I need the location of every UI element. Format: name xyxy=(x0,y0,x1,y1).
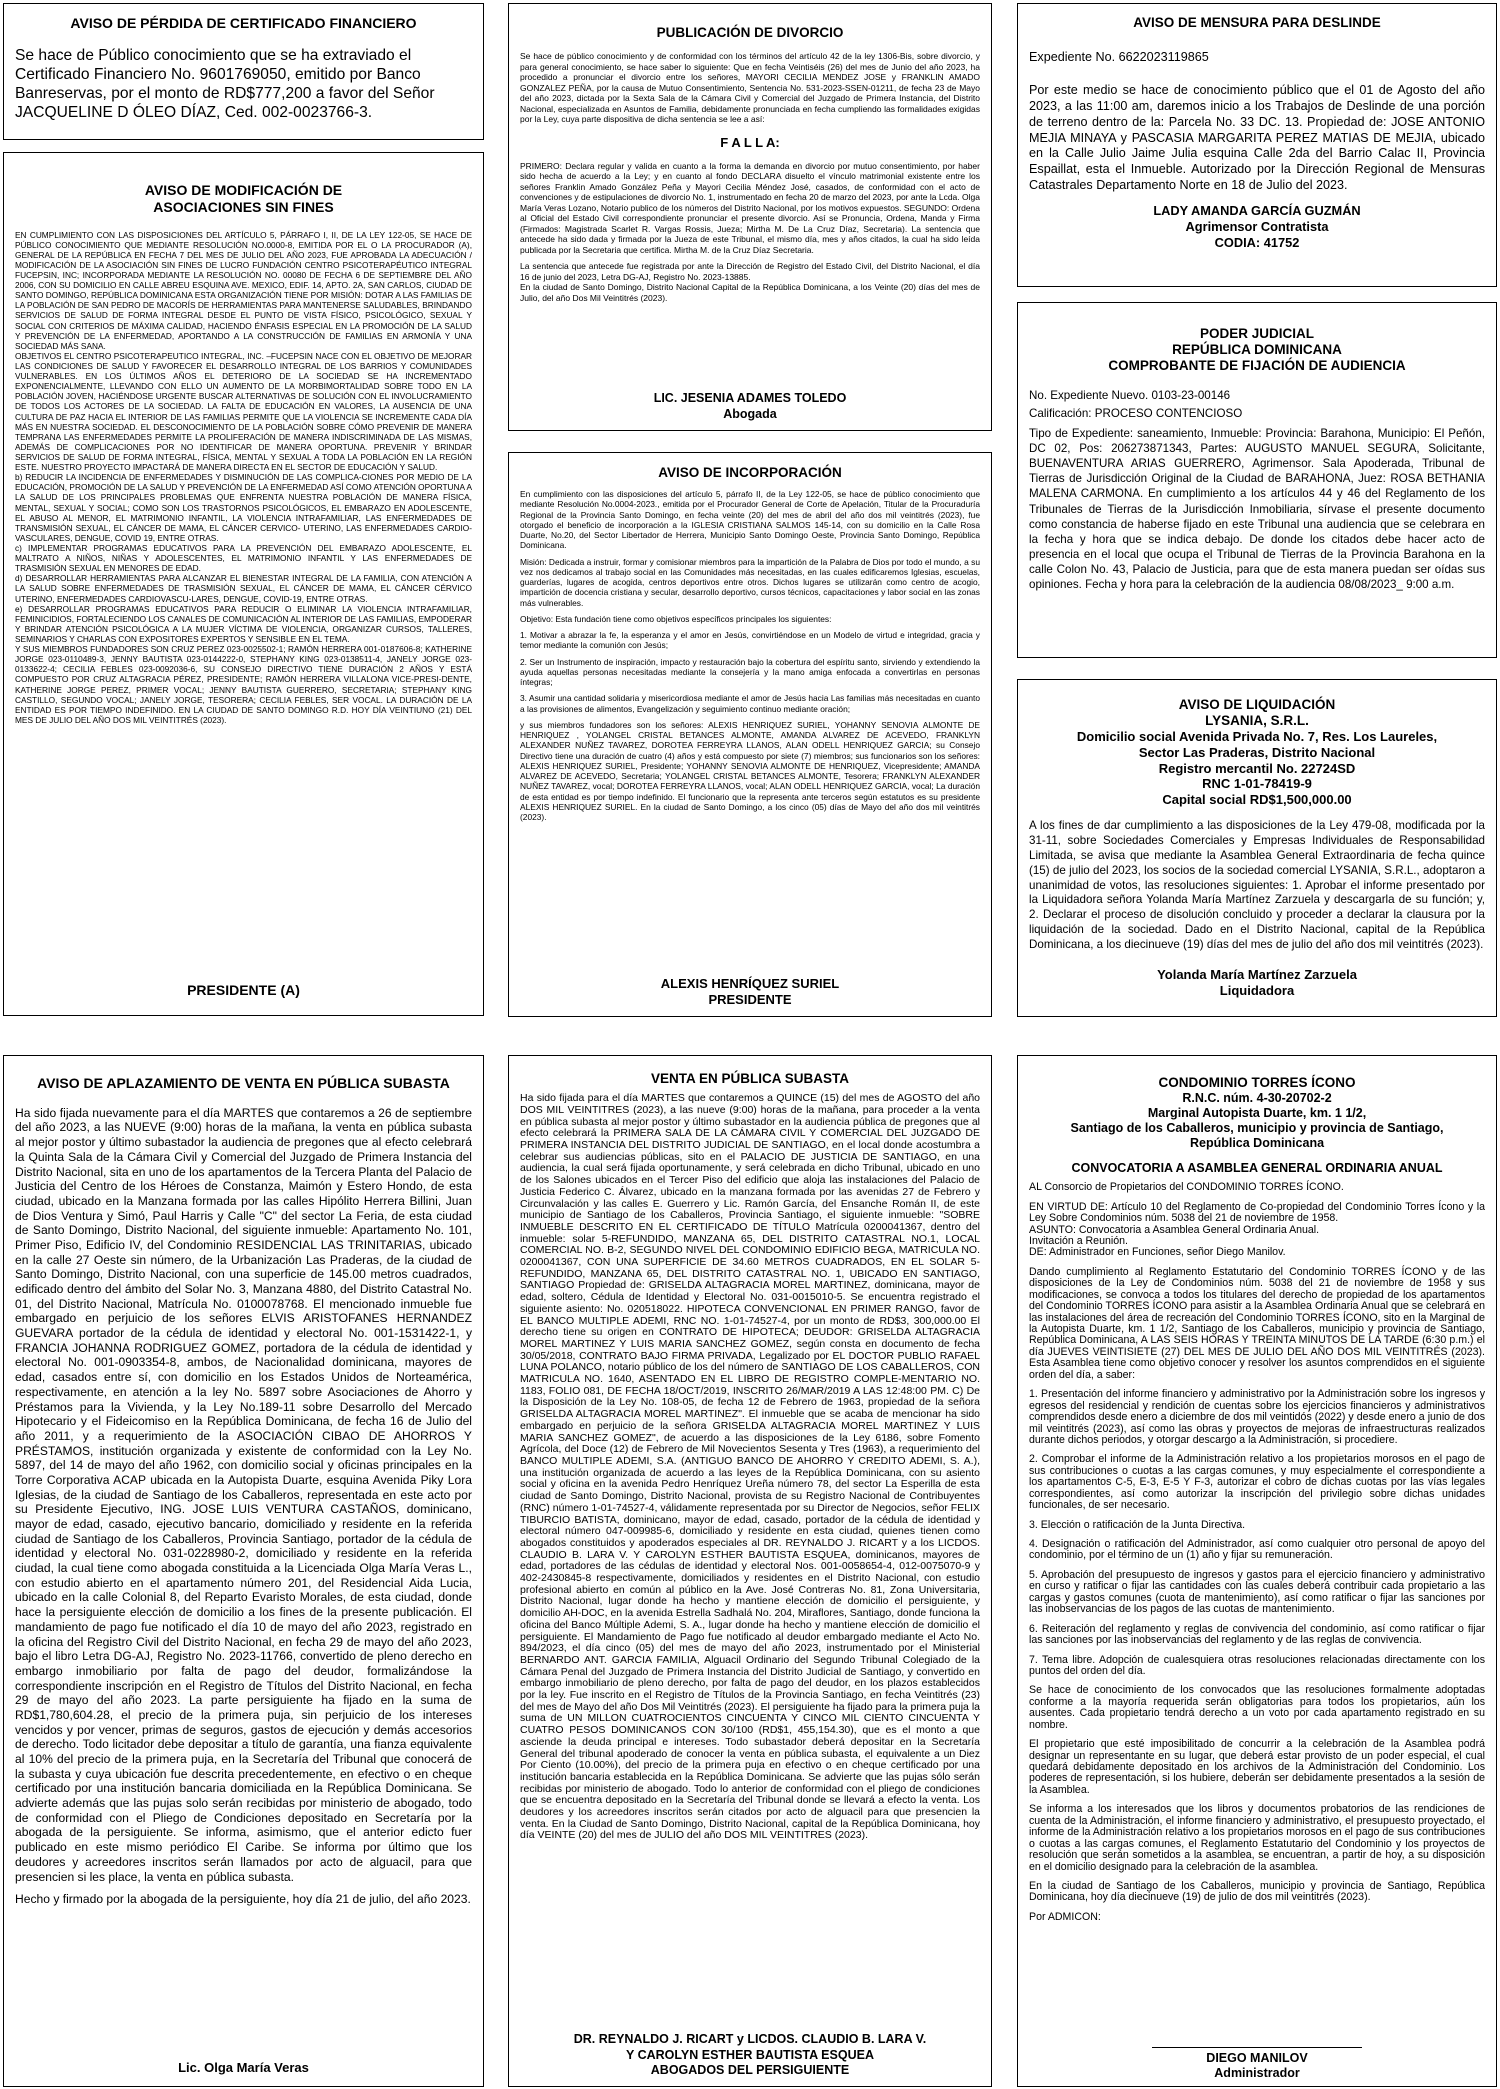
divorcio-falla: F A L L A: xyxy=(720,134,780,150)
incorporacion-paragraph-2: Misión: Dedicada a instruir, formar y comisionar miembros para la impartición de la Palabra de Dios por todo el mundo, a su vez nos dedicamos al trabajo social en las Comunidades más necesitadas, en las cuales edificaremos Iglesias, escuelas, guarderías, lugares de acogida, centros deportivos entre otros. Dichos lugares se utilizarán como centro de acogio, impartición de docencia cristiana y secular, desarrollo deportivo, cursos técnicos, capacitaciones y labor social en las zonas más vulnerables. xyxy=(520,556,980,608)
aplazamiento-closing: Hecho y firmado por la abogada de la persiguiente, hoy día 21 de julio, del año 2023. xyxy=(15,1892,471,1907)
condominio-details: R.N.C. núm. 4-30-20702-2 Marginal Autopista Duarte, km. 1 1/2, Santiago de los Caballeros, municipio y provincia de Santiago, República Dominicana xyxy=(1070,1091,1444,1151)
liquidacion-body: A los fines de dar cumplimiento a las disposiciones de la Ley 479-08, modificada por la 31-11, sobre Sociedades Comerciales y Empresas Individuales de Responsabilidad Limitada, se avisa que mediante la Asamblea General Extraordinaria de fecha quince (15) de julio del 2023, los socios de la sociedad comercial LYSANIA, S.R.L., adoptaron a unanimidad de votos, las resoluciones siguientes: 1. Aprobar el informe presentado por la Liquidadora señora Yolanda María Martínez Zarzuela y descargarla de su función; y, 2. Declarar el proceso de disolución concluido y proceder a declarar la clausura por la liquidación de la sociedad. Dado en el Distrito Nacional, capital de la República Dominicana, a los diecinueve (19) días del mes de julio del año dos mil veintitrés (2023). xyxy=(1029,819,1485,951)
venta-body: Ha sido fijada para el día MARTES que contaremos a QUINCE (15) del mes de AGOSTO del año DOS MIL VEINTITRES (2023), a las nueve (9:00) horas de la mañana, para proceder a la venta en pública subasta al mejor postor y último subastador en la audiencia pública de pregones que al efecto celebrará la PRIMERA SALA DE LA CÁMARA CIVIL Y COMERCIAL DEL JUZGADO DE PRIMERA INSTANCIA DEL DISTRITO JUDICIAL DE SANTIAGO, en el local donde acostumbra a celebrar sus audiencias públicas, sito en el PALACIO DE JUSTICIA DE SANTIAGO, en una audiencia, la cual será fijada oportunamente, y será celebrada en dicho Tribunal, ubicado en uno de los Salones ubicados en el Tercer Piso del edificio que aloja las instalaciones del Palacio de Justicia Federico C. Álvarez, ubicado en la manzana formada por las avenidas 27 de Febrero y Circunvalación y las calles E. Guerrero y Lic. Ramón García, del Ensanche Román II, de este municipio de Santiago de los Caballeros, Provincia Santiago, el siguiente inmueble: "SOBRE INMUEBLE DESCRITO EN EL CERTIFICADO DE TÍTULO Matrícula 0200041367, dentro del inmueble: solar 5-REFUNDIDO, MANZANA 65, DEL DISTRITO CATASTRAL NO.1, LOCAL COMERCIAL NO. B-2, SEGUNDO NIVEL DEL CONDOMINIO EDIFICIO BEGA, MATRICULA NO. 0200041367, CON UNA SUPERFICIE DE 34.60 METROS CUADRADOS, EN EL SOLAR 5-REFUNDIDO, MANZANA 65, DEL DISTRITO CATASTRAL NO. 1, UBICADO EN SANTIAGO, SANTIAGO Propiedad de: GRISELDA ALTAGRACIA MOREL MARTINEZ, dominicana, mayor de edad, soltero, Cédula de Identidad y Electoral No. 031-0015010-5. Se encuentra registrado el siguiente asiento: No. 020518022. HIPOTECA CONVENCIONAL EN PRIMER RANGO, favor de EL BANCO MULTIPLE ADEMI, RNC NO. 1-01-74527-4, por un monto de RD$3, 300,000.00 El derecho tiene su origen en CONTRATO DE HIPOTECA; DEUDOR: GRISELDA ALTAGRACIA MOREL MARTINEZ Y LUIS MARIA SANCHEZ GOMEZ, según consta en documento de fecha 30/05/2018, CONTRATO BAJO FIRMA PRIVADA, Legalizado por EL DOCTOR PUBLIO RAFAEL LUNA POLANCO, notario público de los del número de SANTIAGO DE LOS CABALLEROS, CON MATRICULA NO. 1640, ASENTADO EN EL LIBRO DE REGISTRO COMPLE-MENTARIO NO. 1183, FOLIO 081, DE FECHA 18/OCT/2019, INSCRITO 26/MAR/2019 A LAS 12:48:00 PM. C) De la Disposición de la Ley No. 108-05, de fecha 12 de Febrero de 1963, propiedad de la señora GRISELDA ALTAGRACIA MOREL MARTINEZ". El inmueble que se acaba de mencionar ha sido embargado en perjuicio de la señora GRISELDA ALTAGRACIA MOREL MARTINEZ Y LUIS MARIA SANCHEZ GOMEZ", de acuerdo a las disposiciones de la Ley 6186, sobre Fomento Agrícola, del Doce (12) de Febrero de Mil Novecientos Sesenta y Tres (1963), a requerimiento del BANCO MULTIPLE ADEMI, S.A. (ANTIGUO BANCO DE AHORRO Y CREDITO ADEMI, S. A.), una institución organizada de acuerdo a las leyes de la República Dominicana, con su asiento social y oficina en la avenida Pedro Henríquez Ureña número 78, del sector La Esperilla de esta ciudad de Santo Domingo, Distrito Nacional, provista de su Registro Nacional de Contribuyentes (RNC) número 1-01-74527-4, válidamente representada por su Director de Negocios, señor FELIX TIBURCIO BATISTA, dominicano, mayor de edad, casado, portador de la cédula de identidad y electoral número 047-009985-6, domiciliado y residente en esta ciudad, quienes tienen como abogados constituidos y apoderados especiales al DR. REYNALDO J. RICART y a los LICDOS. CLAUDIO B. LARA V. Y CAROLYN ESTHER BAUTISTA ESQUEA, dominicanos, mayores de edad, portadores de las cédulas de identidad y electoral Nos. 001-0058654-4, 012-0075070-9 y 402-2430845-8 respectivamente, domiciliados y residentes en el Distrito Nacional, con estudio profesional abierto en común al público en la Ave. José Contreras No. 81, Zona Universitaria, Distrito Nacional, lugar donde ha hecho y mantiene elección de domicilio el persiguiente, y domicilio AH-DOC, en la avenida Estrella Sadhalá No. 204, Miraflores, Santiago, donde funciona la oficina del Banco Múltiple Ademi, S. A., lugar donde ha hecho y mantiene elección de domicilio el persiguiente. El Mandamiento de Pago fue notificado al deudor embargado mediante el Acto No. 894/2023, el día cinco (05) del mes de mayo del año 2023, instrumentado por el Ministerial BERNARDO ANT. GARCIA FAMILIA, Alguacil Ordinario del Segundo Tribunal Colegiado de la Cámara Penal del Juzgado de Primera Instancia del Distrito Judicial de Santiago, y convertido en embargo inmobiliario de pleno derecho, por falta de pago del deudor, en los plazos establecidos por la ley. Fue inscrito en el Registro de Títulos de la Provincia Santiago, en fecha Veintitrés (23) del mes de Mayo del año Dos Mil Veintitrés (2023). El persiguiente ha fijado para la primera puja la suma de UN MILLON CUATROCIENTOS CINCUENTA Y CINCO MIL CIENTO CINCUENTA Y CUATRO PESOS DOMINICANOS CON 30/100 (RD$1, 455,154.30), que es el monto a que asciende la deuda principal e intereses. Todo subastador deberá depositar en la Secretaría General del tribunal apoderado de conocer la venta en pública subasta, el equivalente a un Diez Por Ciento (10.00%), del precio de la primera puja en efectivo o en cheque certificado por una institución bancaria establecida en la República Dominicana. Se advierte que las pujas sólo serán recibidas por ministerio de abogado. Todo lo anterior de conformidad con el pliego de condiciones que se encuentra depositado en la Secretaría del Tribunal donde se llevará a efecto la venta. Los deudores y los acreedores inscritos serán citados por acto de alguacil para que presencien la venta. En la Ciudad de Santo Domingo, Distrito Nacional, capital de la República Dominicana, hoy día VEINTE (20) del mes de JULIO del año DOS MIL VEINTITRES (2023). xyxy=(520,1092,980,1842)
condominio-paragraph-5: 4. Designación o ratificación del Administrador, así como cualquier otro personal de apoyo del condominio, por el término de un (1) año y fijar su remuneración. xyxy=(1029,1538,1485,1562)
divorcio-primero: PRIMERO: Declara regular y valida en cuanto a la forma la demanda en divorcio por mutuo consentimiento, por haber sido hecha de acuerdo a la Ley; y en cuanto al fondo DECLARA disuelto el vínculo matrimonial existente entre los señores Franklin Amado González Peña y Mayori Cecilia Méndez José, casados, de conformidad con el acto de convenciones y de estipulaciones de divorcio No. 1, instrumentado en fecha 20 de marzo del 2023, por ante la Lcda. Olga María Veras Lozano, Notario publico de los números del Distrito Nacional, por los motivos expuestos. SEGUNDO: Ordena al Oficial del Estado Civil correspondiente pronunciar el presente divorcio. Así se Pronuncia, Ordena, Manda y Firma (Firmados: Magistrada Scarlet R. Vargas Rossis, Jueza; Mirtha M. De La Cruz Díaz, Secretaria). La sentencia que antecede ha sido dada y firmada por la Jueza de este Tribunal, el mismo día, mes y años citados, la cual ha sido leída publicada por la Secretaria que certifica. Mirtha M. de la Cruz Díaz Secretaria. xyxy=(520,160,980,255)
modificacion-paragraph-6: e) DESARROLLAR PROGRAMAS EDUCATIVOS PARA REDUCIR O ELIMINAR LA VIOLENCIA INTRAFAMILIAR, FEMINICIDIOS, FORTALECIENDO LOS CANALES DE COMUNICACIÓN AL INTERIOR DE LAS FAMILIAS, EMPODERAR Y BRINDAR ATENCIÓN PSICOLÓGICA A LA MUJER VÍCTIMA DE VIOLENCIA, ORGANIZAR CURSOS, TALLERES, SEMINARIOS Y CHARLAS CON EXPOSITORES EXPERTOS Y SENSIBLE EN EL TEMA. xyxy=(15,603,472,644)
mensura-expediente: Expediente No. 6622023119865 xyxy=(1029,50,1209,65)
perdida-title: AVISO DE PÉRDIDA DE CERTIFICADO FINANCIERO xyxy=(70,15,417,31)
divorcio-signature-name: LIC. JESENIA ADAMES TOLEDO xyxy=(653,390,847,405)
condominio-to: AL Consorcio de Propietarios del CONDOMINIO TORRES ÍCONO. xyxy=(1029,1181,1344,1194)
aplazamiento-body: Ha sido fijada nuevamente para el día MARTES que contaremos a 26 de septiembre del año 2023, a las NUEVE (9:00) horas de la mañana, la venta en pública subasta al mejor postor y último subastador la audiencia de pregones que al efecto celebrará la Quinta Sala de la Cámara Civil y Comercial del Juzgado de Primera Instancia del Distrito Nacional, sita en uno de los apartamentos de la Tercera Planta del Palacio de Justicia del Centro de los Héroes de Constanza, Maimón y Estero Hondo, de esta ciudad, ubicado en la Manzana formada por las calles Hipólito Herrera Billini, Juan de Dios Ventura y Simó, Paul Harris y Calle "C" del sector La Feria, de esta ciudad de Santo Domingo, Distrito Nacional, del siguiente inmueble: Apartamento No. 101, Primer Piso, Edificio IV, del Condominio RESIDENCIAL LAS TRINITARIAS, ubicado en la calle 27 Oeste sin número, de la Urbanización Las Praderas, de la ciudad de Santo Domingo, Distrito Nacional, con una superficie de 145.00 metros cuadrados, edificado dentro del ámbito del Solar No. 3, Manzana 4880, del Distrito Catastral No. 01, del Distrito Nacional, Matrícula No. 0100078768. El mencionado inmueble fue embargado en perjuicio de los señores ELVIS ARISTOFANES HERNANDEZ GUEVARA portador de la cédula de identidad y electoral No. 001-1531422-1, y FRANCIA JOHANNA RODRIGUEZ GOMEZ, portadora de la cédula de identidad y electoral No. 001-0903354-8, ambos, de Nacionalidad dominicana, mayores de edad, casados entre sí, con domicilio en los Estados Unidos de Norteamérica, respectivamente, en atención a la ley No. 5897 sobre Asociaciones de Ahorro y Préstamos para la Vivienda, y la Ley No.189-11 sobre Desarrollo del Mercado Hipotecario y el Fideicomiso en la República Dominicana, de fecha 16 de Julio del año 2011, y a requerimiento de la ASOCIACIÓN CIBAO DE AHORROS Y PRÉSTAMOS, institución organizada y existente de conformidad con la Ley No. 5897, del 14 de mayo del año 1962, con domicilio social y oficinas principales en la Torre Corporativa ACAP ubicada en la Autopista Duarte, esquina Avenida Piky Lora Iglesias, de la ciudad de Santiago de los Caballeros, representada en este acto por su Presidente Ejecutivo, ING. JOSE LUIS VENTURA CASTAÑOS, dominicano, mayor de edad, casado, ejecutivo bancario, domiciliado y residente en la referida ciudad de Santiago de los Caballeros, Provincia Santiago, portador de la cédula de identidad y electoral No. 031-0228980-2, domiciliado y residente en la referida ciudad, la cual tiene como abogada constituida a la Licenciada Olga María Veras L., con estudio abierto en el apartamento número 201, del Residencial Aida Lucia, ubicado en la calle Colonial 8, del Reparto Evaristo Morales, de esta ciudad, donde hace la persiguiente elección de domicilio a los fines de la presente publicación. El mandamiento de pago fue notificado el día 10 de mayo del año 2023, registrado en la oficina del Registro Civil del Distrito Nacional, en fecha 29 de mayo del año 2023, bajo el libro Letra DG-AJ, Registro No. 2023-11766, convertido de pleno derecho en embargo inmobiliario por falta de pago del deudor, formalizándose la correspondiente inscripción en el Registro de Títulos del Distrito Nacional, en fecha 29 de mayo del año 2023. La parte persiguiente ha fijado en la suma de RD$1,780,604.28, el precio de la primera puja, sin perjuicio de los intereses vencidos y por vencer, primas de seguros, gastos de ejecución y demás accesorios de derecho. Todo licitador debe depositar a título de garantía, una fianza equivalente al 10% del precio de la primera puja, en la Secretaría del Tribunal que conocerá de la subasta y cuya ubicación fue descrita precedentemente, en efectivo o en cheque certificado por una institución bancaria domiciliada en la República Dominicana. Se advierte además que las pujas solo serán recibidas por ministerio de abogado, todo de conformidad con el Pliego de Condiciones depositado en Secretaría por la abogada de la persiguiente. Se informa, asimismo, que el anterior edicto fuer publicado en este mismo periódico El Caribe. Se informa por último que los deudores y acreedores inscritos serán llamados por acto de alguacil, para que presencien si les place, la venta en pública subasta. xyxy=(15,1105,472,1884)
divorcio-closing: La sentencia que antecede fue registrada por ante la Dirección de Registro del Estado Civil, del Distrito Nacional, el día 16 de junio del 2023, Letra DG-AJ, Registro No. 2023-13885. En la ciudad de Santo Domingo, Distrito Nacional Capital de la República Dominicana, a los Veinte (20) días del mes de Julio, del año Dos Mil Veintitrés (2023). xyxy=(520,261,980,303)
liquidacion-signature-role: Liquidadora xyxy=(1219,982,1295,998)
poder-title: PODER JUDICIAL REPÚBLICA DOMINICANA COMPROBANTE DE FIJACIÓN DE AUDIENCIA xyxy=(1108,326,1406,374)
aviso-perdida-certificado xyxy=(3,3,484,140)
divorcio-signature-role: Abogada xyxy=(723,406,777,421)
perdida-body: Se hace de Público conocimiento que se ha extraviado el Certificado Financiero No. 9601769050, emitido por Banco Banreservas, por el monto de RD$777,200 a favor del Señor JACQUELINE D ÓLEO DÍAZ, Ced. 002-0023766-3. xyxy=(15,46,435,121)
incorporacion-paragraph-5: 2. Ser un Instrumento de inspiración, impacto y restauración bajo la cobertura del espíritu santo, sirviendo y extendiendo la ayuda aquellas personas necesitadas mediante la consejería y la mano amiga enfocada a convertirlas en personas íntegras; xyxy=(520,656,980,688)
aviso-mensura-deslinde xyxy=(1017,3,1497,287)
divorcio-title: PUBLICACIÓN DE DIVORCIO xyxy=(656,25,844,40)
poder-calificacion: Calificación: PROCESO CONTENCIOSO xyxy=(1029,407,1243,421)
poder-expediente: No. Expediente Nuevo. 0103-23-00146 xyxy=(1029,388,1231,402)
liquidacion-title: AVISO DE LIQUIDACIÓN LYSANIA, S.R.L. xyxy=(1178,697,1336,729)
modificacion-signature: PRESIDENTE (A) xyxy=(187,981,300,998)
mensura-title: AVISO DE MENSURA PARA DESLINDE xyxy=(1133,15,1381,30)
condominio-por: Por ADMICON: xyxy=(1029,1910,1101,1923)
condominio-convocatoria: CONVOCATORIA A ASAMBLEA GENERAL ORDINARIA ANUAL xyxy=(1071,1161,1443,1176)
condominio-paragraph-6: 5. Aprobación del presupuesto de ingresos y gastos para el ejercicio financiero y administrativo en curso y ratificar o fijar las cantidades con las cuales deberá contribuir cada propietario a las cargas y gastos comunes (cuota de mantenimiento), así como ratificar o fijar las sanciones por las inobservancias de los pagos de las cuotas de mantenimiento. xyxy=(1029,1568,1485,1616)
signature-rule xyxy=(1152,2047,1362,2048)
incorporacion-paragraph-6: 3. Asumir una cantidad solidaria y misericordiosa mediante el amor de Jesús hacia Las familias más necesitadas en cuanto a las provisiones de alimentos, Evangelización y seguimiento continuo mediante oración; xyxy=(520,693,980,714)
poder-judicial-audiencia xyxy=(1017,302,1497,658)
modificacion-paragraph-2: OBJETIVOS EL CENTRO PSICOTERAPEUTICO INTEGRAL, INC. –FUCEPSIN NACE CON EL OBJETIVO DE MEJORAR LAS CONDICIONES DE SALUD Y FAVORECER EL DESARROLLO INTEGRAL DE LOS BARRIOS Y COMUNIDADES VULNERABLES. EN LOS ÚLTIMOS AÑOS EL DETERIORO DE LA SOCIEDAD SE HA INCREMENTADO EXPONENCIALMENTE, LLEVANDO CON ELLO UN AUMENTO DE LA MORBIMORTALIDAD SOBRE TODO EN LA POBLACIÓN JOVEN, HACIÉNDOSE URGENTE BUSCAR ALTERNATIVAS DE SOLUCIÓN CON EL INVOLUCRAMIENTO DE TODOS LOS ACTORES DE LA SOCIEDAD. LA FALTA DE EDUCACIÓN EN VALORES, LA AUSENCIA DE UNA CULTURA DE PAZ HACIA EL INTERIOR DE LAS FAMILIAS PERMITE QUE LA VIOLENCIA SE INCREMENTE CADA DÍA MÁS EN NUESTRA SOCIEDAD. EL DESCONOCIMIENTO DE LA POBLACIÓN SOBRE CÓMO PREVENIR DE MANERA TEMPRANA LAS ENFERMEDADES PERMITE LA PROLIFERACIÓN DE MANERA INDISCRIMINADA DE LAS MISMAS, ADEMÁS DE COMPLICACIONES POR NO IDENTIFICAR DE MANERA OPORTUNA. PREVENIR Y BRINDAR SERVICIOS DE SALUD DE FORMA INTEGRAL, FÍSICA, MENTAL Y SEXUAL A TODA LA POBLACIÓN EN LA REGIÓN ESTE. NUESTRO PROYECTO IMPACTARÁ DE MANERA DIRECTA EN EL SECTOR DE EDUCACIÓN Y SALUD. xyxy=(15,350,472,473)
modificacion-paragraph-4: c) IMPLEMENTAR PROGRAMAS EDUCATIVOS PARA LA PREVENCIÓN DEL EMBARAZO ADOLESCENTE, EL MALTRATO A NIÑOS, NIÑAS Y ADOLESCENTES, EL MATRIMONIO INFANTIL Y LAS ENFERMEDADES DE TRASMISIÓN SEXUAL EN MENORES DE EDAD. xyxy=(15,542,472,574)
venta-publica-subasta xyxy=(508,1055,992,2087)
mensura-signature-role: Agrimensor Contratista xyxy=(1185,219,1329,235)
convocatoria-condominio-torres-icono xyxy=(1017,1055,1497,2087)
aviso-modificacion-asociaciones xyxy=(3,152,484,1016)
condominio-signature-name: DIEGO MANILOV xyxy=(1206,2050,1308,2065)
mensura-signature-code: CODIA: 41752 xyxy=(1214,234,1300,250)
incorporacion-title: AVISO DE INCORPORACIÓN xyxy=(658,465,842,480)
divorcio-intro: Se hace de público conocimiento y de conformidad con los términos del artículo 42 de la ley 1306-Bis, sobre divorcio, y para general conocimiento, se hace saber lo siguiente: Que en fecha Veintiséis (26) del mes de Junio del año 2023, ha procedido a pronunciar el divorcio entre los señores, MAYORI CECILIA MENDEZ JOSE y FRANKLIN AMADO GONZALEZ PEÑA, por la causa de Mutuo Consentimiento, Sentencia No. 531-2023-SSEN-01211, de fecha 23 de Mayo del año 2023, dictada por la Sexta Sala de la Cámara Civil y Comercial del Juzgado de Primera Instancia, del Distrito Nacional, especializada en Asuntos de Familia, debidamente pronunciada en fecha cumpliendo las formalidades exigidas por la Ley, cuya parte dispositiva de dicha sentencia se lee a así: xyxy=(520,51,980,125)
condominio-paragraph-12: En la ciudad de Santiago de los Caballeros, municipio y provincia de Santiago, República Dominicana, hoy día diecinueve (19) de julio de dos mil veintitrés (2023). xyxy=(1029,1879,1485,1904)
condominio-paragraph-8: 7. Tema libre. Adopción de cualesquiera otras resoluciones relacionadas directamente con los puntos del orden del día. xyxy=(1029,1653,1485,1677)
condominio-paragraph-2: 1. Presentación del informe financiero y administrativo por la Administración sobre los ingresos y egresos del residencial y rendición de cuentas sobre los ejercicios financieros y administrativos comprendidos desde enero a diciembre de dos mil veintidós (2022) y desde enero a junio de dos mil veintitrés (2023), así como las obras y proyectos de mejoras de infraestructuras realizados durante dichos periodos, y otorgar descargo a la Administración, si procediere. xyxy=(1029,1388,1485,1446)
condominio-paragraph-1: Dando cumplimiento al Reglamento Estatutario del Condominio TORRES ÍCONO y de las disposiciones de la Ley de Condominios núm. 5038 del 21 de noviembre de 1958 y sus modificaciones, se convoca a todos los titulares del derecho de propiedad de los apartamentos del Condominio TORRES ÍCONO para asistir a la Asamblea Ordinaria Anual que se celebrará en las instalaciones del área de recreación del Condominio TORRES ÍCONO, sito en la Marginal de la Autopista Duarte, km. 1 1/2, Santiago de los Caballeros, municipio y provincia de Santiago, República Dominicana, A LAS SEIS HORAS Y TREINTA MINUTOS DE LA TARDE (6:30 p.m.) el día JUEVES VEINTISIETE (27) DEL MES DE JULIO DEL AÑO DOS MIL VEINTITRÉS (2023). Esta Asamblea tiene como objetivo conocer y resolver los asuntos comprendidos en el siguiente orden del día, a saber: xyxy=(1029,1265,1485,1381)
venta-signature: DR. REYNALDO J. RICART y LICDOS. CLAUDIO B. LARA V. Y CAROLYN ESTHER BAUTISTA ESQUEA ABOGADOS DEL PERSIGUIENTE xyxy=(573,2032,927,2077)
condominio-signature-role: Administrador xyxy=(1214,2065,1300,2080)
aviso-liquidacion-lysania xyxy=(1017,679,1497,1017)
aviso-incorporacion xyxy=(508,452,992,1017)
condominio-paragraph-3: 2. Comprobar el informe de la Administración relativo a los propietarios morosos en el pago de sus contribuciones o cuotas a las cargas comunes, y muy especialmente el correspondiente a los apartamentos C-5, E-3, E-5 Y F-3, autorizar el cobro de dichas cuotas por las vías legales correspondientes, así como autorizar la inscripción del privilegio sobre dichas unidades funcionales, de ser necesario. xyxy=(1029,1453,1485,1512)
incorporacion-paragraph-4: 1. Motivar a abrazar la fe, la esperanza y el amor en Jesús, convirtiéndose en un Modelo de virtud e integridad, gracia y temor mediante la comunión con Jesús; xyxy=(520,630,980,651)
liquidacion-details: Domicilio social Avenida Privada No. 7, Res. Los Laureles, Sector Las Praderas, Distrito Nacional Registro mercantil No. 22724SD RNC 1-01-78419-9 Capital social RD$1,500,000.00 xyxy=(1076,729,1438,807)
incorporacion-paragraph-3: Objetivo: Esta fundación tiene como objetivos específicos principales los siguientes: xyxy=(520,613,832,624)
incorporacion-paragraph-1: En cumplimiento con las disposiciones del artículo 5, párrafo II, de la Ley 122-05, se hace de público conocimiento que mediante Resolución No.0004-2023., emitida por el Procurador General de Corte de Apelación, Titular de la Procuraduría Regional de la Provincia Santo Domingo, en fecha veinte (20) del mes de abril del año dos mil veintitrés (2023), fue otorgado el beneficio de incorporación a la IGLESIA CRISTIANA SALMOS 145-14, con su domicilio en la Calle Rosa Duarte, No.20, del Sector Libertador de Herrera, Municipio Santo Domingo Oeste, Provincia Santo Domingo, República Dominicana. xyxy=(520,489,980,551)
modificacion-title: AVISO DE MODIFICACIÓN DE ASOCIACIONES SIN FINES xyxy=(144,182,343,215)
publicacion-divorcio xyxy=(508,3,992,431)
condominio-paragraph-9: Se hace de conocimiento de los convocados que las resoluciones formalmente adoptadas conforme a la mayoría requerida serán obligatorias para todos los propietarios, aún los ausentes. Cada propietario tendrá derecho a un voto por cada apartamento registrado en su nombre. xyxy=(1029,1684,1485,1731)
incorporacion-paragraph-7: y sus miembros fundadores son los señores: ALEXIS HENRIQUEZ SURIEL, YOHANNY SENOVIA ALMONTE DE HENRIQUEZ , YOLANGEL CRISTAL BETANCES ALMONTE, AMANDA ALVAREZ DE ACEVEDO, FRANKLYN ALEXANDER NUÑEZ TAVAREZ, DOROTEA FERREYRA LLANOS, ALAN ODELL HENRIQUEZ GARCIA; su Consejo Directivo tiene una duración de cuatro (4) años y está compuesto por siete (7) miembros; sus funcionarios son los señores: ALEXIS HENRIQUEZ SURIEL, Presidente; YOHANNY SENOVIA ALMONTE DE HENRIQUEZ, Vicepresidente; AMANDA ALVAREZ DE ACEVEDO, Secretaria; YOLANGEL CRISTAL BETANCES ALMONTE, Tesorera; FRANKLYN ALEXANDER NUÑEZ TAVAREZ, vocal; DOROTEA FERREYRA LLANOS, vocal; ALAN ODELL HENRIQUEZ GARCIA, vocal; La duración de esta entidad es por tiempo indefinido. El funcionario que la representa ante terceros según estatutos es su presidente ALEXIS HENRIQUEZ SURIEL. En la ciudad de Santo Domingo, a los cinco (05) días de Mayo del año dos mil veintitrés (2023). xyxy=(520,719,980,823)
condominio-signature-line xyxy=(1018,2031,1496,2048)
venta-title: VENTA EN PÚBLICA SUBASTA xyxy=(650,1071,849,1086)
modificacion-paragraph-5: d) DESARROLLAR HERRAMIENTAS PARA ALCANZAR EL BIENESTAR INTEGRAL DE LA FAMILIA, CON ATENCIÓN A LA SALUD SOBRE ENFERMEDADES DE TRASMISIÓN SEXUAL, EL CÁNCER DE MAMA, EL CÁNCER CÉRVICO UTERINO, ENFERMEDADES CARDIOVASCU-LARES, DENGUE, COVID-19, ENTRE OTRAS. xyxy=(15,573,472,604)
condominio-paragraph-4: 3. Elección o ratificación de la Junta Directiva. xyxy=(1029,1518,1246,1531)
aviso-aplazamiento-venta xyxy=(3,1055,484,2087)
condominio-paragraph-11: Se informa a los interesados que los libros y documentos probatorios de las rendiciones de cuenta de la Administración, el informe financiero y administrativo, el presupuesto proyectado, el informe de la Administración relativo a los propietarios morosos en el pago de sus contribuciones o cuotas a las cargas comunes, el Reglamento Estatutario del Condominio y los proyectos de resolución que serán sometidos a la asamblea, se encuentran, a partir de hoy, a su disposición en el domicilio designado para la celebración de la asamblea. xyxy=(1029,1803,1485,1873)
condominio-virtud: EN VIRTUD DE: Artículo 10 del Reglamento de Co-propiedad del Condominio Torres Ícono y la Ley Sobre Condominios núm. 5038 del 21 de noviembre de 1958. ASUNTO: Convocatoria a Asamblea General Ordinaria Anual. Invitación a Reunión. DE: Administrador en Funciones, señor Diego Manilov. xyxy=(1029,1200,1485,1259)
incorporacion-signature-name: ALEXIS HENRÍQUEZ SURIEL xyxy=(660,976,840,992)
mensura-signature-name: LADY AMANDA GARCÍA GUZMÁN xyxy=(1153,203,1361,219)
condominio-title: CONDOMINIO TORRES ÍCONO xyxy=(1158,1075,1356,1090)
modificacion-paragraph-3: b) REDUCIR LA INCIDENCIA DE ENFERMEDADES Y DISMINUCIÓN DE LAS COMPLICA-CIONES POR MEDIO DE LA EDUCACIÓN, PROMOCIÓN DE LA SALUD Y PREVENCIÓN DE LA ENFERMEDAD ASÍ COMO ATENCIÓN OPORTUNA A LA SALUD DE LOS PRINCIPALES PROBLEMAS QUE ENFRENTA NUESTRA POBLACIÓN DE MANERA FÍSICA, MENTAL, SEXUAL Y SOCIAL; COMO SON LOS TRASTORNOS PSICOLÓGICOS, EL EMBARAZO EN ADOLESCENTE, EL ABUSO AL MENOR, EL MATRIMONIO INFANTIL, LA VIOLENCIA INTRAFAMILIAR, LAS ENFERMEDADES DE TRANSMISIÓN SEXUAL, EL CÁNCER DE MAMA, EL CÁNCER CERVICO- UTERINO, LAS ENFERMEDADES CARDIO-VASCULARES, DENGUE, COVID 19, ENTRE OTRAS. xyxy=(15,472,472,543)
incorporacion-signature-role: PRESIDENTE xyxy=(708,992,792,1008)
modificacion-paragraph-1: EN CUMPLIMIENTO CON LAS DISPOSICIONES DEL ARTÍCULO 5, PÁRRAFO I, II, DE LA LEY 122-05, SE HACE DE PÚBLICO CONOCIMIENTO QUE MEDIANTE RESOLUCIÓN NO.0000-8, EMITIDA POR EL O LA PROCURADOR (A), GENERAL DE LA REPÚBLICA EN FECHA 7 DEL MES DE JULIO DEL AÑO 2023, FUE APROBADA LA ADECUACIÓN / MODIFICACIÓN DE LA ASOCIACIÓN SIN FINES DE LUCRO FUNDACIÓN CENTRO PSICOTERAPÉUTICO INTEGRAL FUCEPSIN, INC; INCORPORADA MEDIANTE LA RESOLUCIÓN NO. 00080 DE FECHA 6 DE SEPTIEMBRE DEL AÑO 2006, CON SU DOMICILIO EN CALLE ABREU ESQUINA AVE. MEXICO, EDIF. 14, APTO. 2A, SAN CARLOS, CIUDAD DE SANTO DOMINGO, REPÚBLICA DOMINICANA ESTA ORGANIZACIÓN TIENE POR MISIÓN: DOTAR A LAS FAMILIAS DE LA POBLACIÓN DE SAN PEDRO DE MACORÍS DE HERRAMIENTAS PARA MANTENERSE SALUDABLES, BRINDANDO SERVICIOS DE SALUD DE FORMA INTEGRAL DESDE EL PUNTO DE VISTA FÍSICO, PSICOLÓGICO, SEXUAL Y SOCIAL CON CRITERIOS DE MÁXIMA CALIDAD, HACIENDO ÉNFASIS ESPECIAL EN LA PROMOCIÓN DE LA SALUD Y PREVENCIÓN DE LA ENFERMEDAD, APORTANDO A LA CONSTRUCCIÓN DE FAMILIAS EN ARMONÍA Y UNA SOCIEDAD MÁS SANA. xyxy=(15,229,472,351)
condominio-paragraph-10: El propietario que esté imposibilitado de concurrir a la celebración de la Asamblea podrá designar un representante en su lugar, que deberá estar provisto de un poder especial, el cual quedará debidamente depositado en los archivos de la Administración del Condominio. Los poderes de representación, si los hubiere, deberán ser debidamente presentados a la sesión de la Asamblea. xyxy=(1029,1738,1485,1796)
poder-body: Tipo de Expediente: saneamiento, Inmueble: Provincia: Barahona, Municipio: El Peñón, DC 02, Pos: 206273871343, Partes: AUGUSTO MANUEL SEGURA, Solicitante, BUENAVENTURA ARIAS GUERRERO, Agrimensor. Sala Apoderada, Tribunal de Tierras de Jurisdicción Original de la Ciudad de BARAHONA, Juez: ROSA BETHANIA MALENA CARMONA. En cumplimiento a los artículos 44 y 46 del Reglamento de los Tribunales de Tierras de la Jurisdicción Inmobiliaria, sírvase el presente documento como constancia de haberse fijado en este Tribunal una audiencia que se celebrara en la fecha y hora que se indica debajo. De donde los citados debe hacer acto de presencia en el local que ocupa el Tribunal de Tierras de la Provincia Barahona en la calle Colon No. 43, Palacio de Justicia, para que de esta manera puedan ser oídas sus opiniones. Fecha y hora para la celebración de la audiencia 08/08/2023_ 9:00 a.m. xyxy=(1029,427,1485,591)
modificacion-paragraph-7: Y SUS MIEMBROS FUNDADORES SON CRUZ PEREZ 023-0025502-1; RAMÓN HERRERA 001-0187606-8; KATHERINE JORGE 023-0110489-3, JENNY BAUTISTA 023-0144222-0, STEPHANY KING 023-0138511-4, JANELY JORGE 023-0133622-4; CECILIA FEBLES 023-0092036-6, SU CONSEJO DIRECTIVO TIENE DURACIÓN 2 AÑOS Y ESTÁ COMPUESTO POR CRUZ ALTAGRACIA PÉREZ, PRESIDENTE; RAMÓN HERRERA VILLALONA VICE-PRESI-DENTE, KATHERINE JORGE PEREZ, PRIMER VOCAL; JENNY BAUTISTA GUERRERO, SECRETARIA; STEPHANY KING CASTILLO, SEGUNDO VOCAL; JANELY JORGE, TESORERA; CECILIA FEBLES, SER VOCAL. LA DURACIÓN DE LA ENTIDAD ES POR TIEMPO INDEFINIDO. EN LA CIUDAD DE SANTO DOMINGO R.D. HOY DÍA VEINTIUNO (21) DEL MES DE JULIO DEL AÑO DOS MIL VEINTITRÉS (2023). xyxy=(15,644,472,725)
condominio-paragraph-7: 6. Reiteración del reglamento y reglas de convivencia del condominio, así como ratificar o fijar las sanciones por las inobservancias del reglamento y de las reglas de convivencia. xyxy=(1029,1622,1485,1647)
aplazamiento-title: AVISO DE APLAZAMIENTO DE VENTA EN PÚBLICA SUBASTA xyxy=(37,1075,450,1091)
liquidacion-signature-name: Yolanda María Martínez Zarzuela xyxy=(1157,966,1357,982)
mensura-body: Por este medio se hace de conocimiento público que el 01 de Agosto del año 2023, a las 11:00 am, daremos inicio a los Trabajos de Deslinde de una porción de terreno dentro de la: Parcela No. 33 DC. 13. Propiedad de: JOSE ANTONIO MEJIA MINAYA y PASCASIA MARGARITA PEREZ MATIAS DE MEJIA, ubicado en la Calle Julio Jaime Julia esquina Calle 2da del Barrio Calac II, Provincia Espaillat, esta el Inmueble. Autorizado por la Dirección Regional de Mensuras Catastrales Departamento Norte en 18 de Julio del 2023. xyxy=(1029,83,1485,192)
aplazamiento-signature: Lic. Olga María Veras xyxy=(178,2060,309,2076)
